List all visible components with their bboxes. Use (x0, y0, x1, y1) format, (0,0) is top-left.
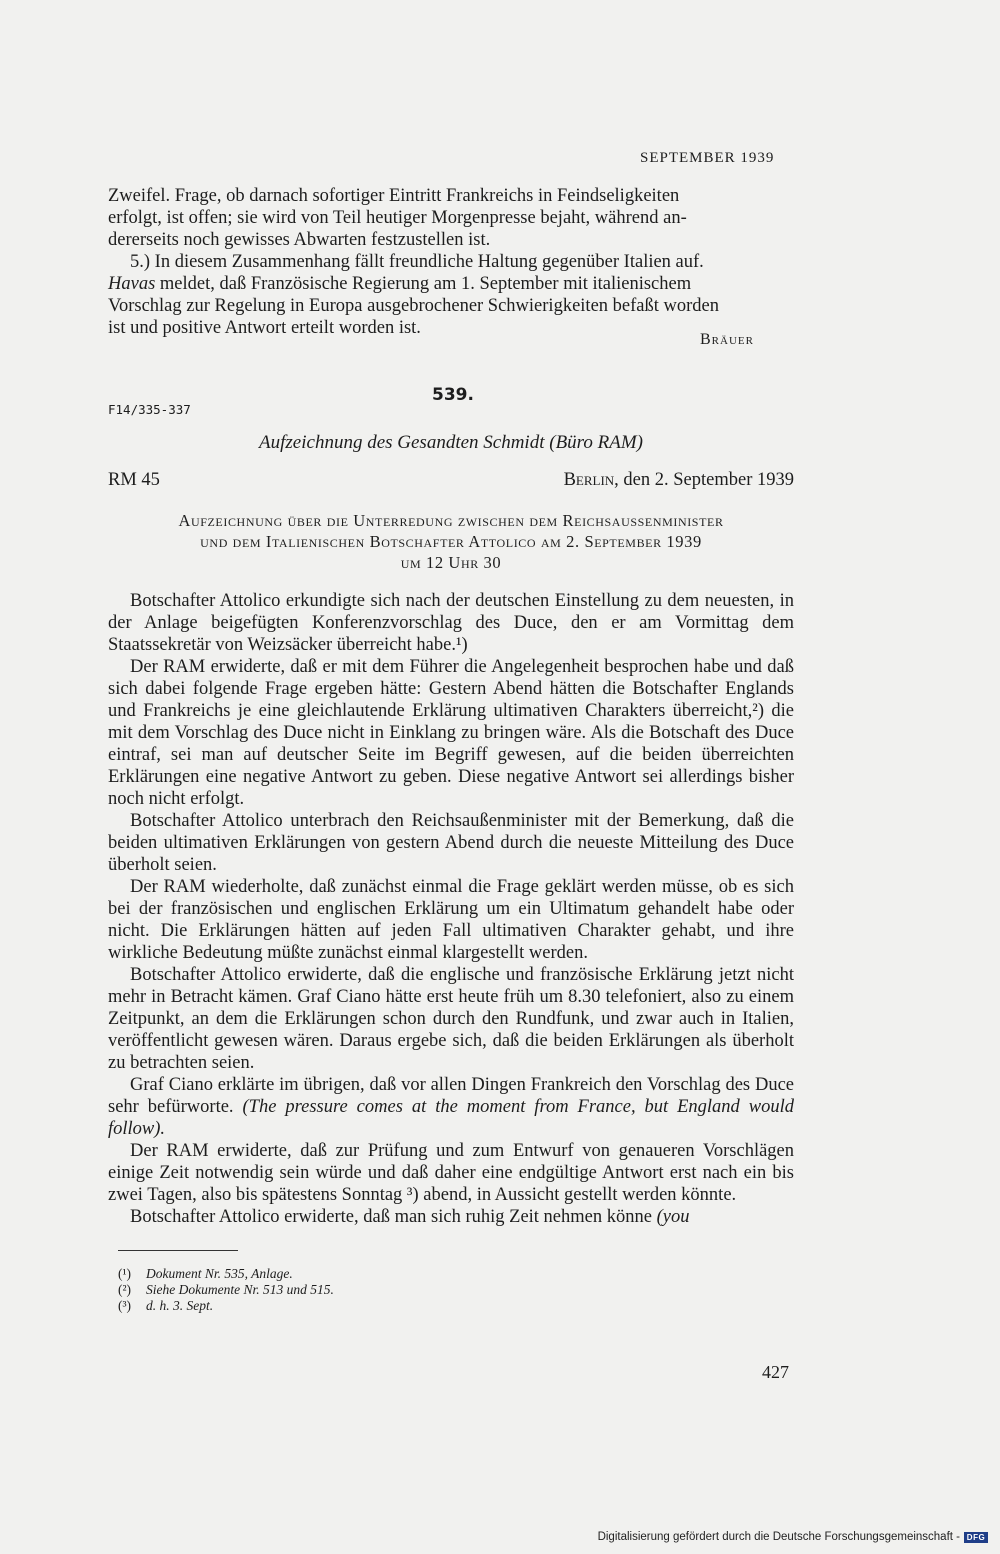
body-paragraph: Botschafter Attolico erwiderte, daß die englische und französische Erklärung jetzt nicht mehr in Betracht kämen. Graf Ciano hätte erst heute früh um 8.30 telefoniert, also zu einem Zeitpunkt, an dem die Erklärungen schon durch den Rundfunk, und zwar auch in Italien, veröffentlicht gewesen wären. Daraus ergebe sich, daß die beiden Erklärungen als überholt zu betrachten seien. (108, 965, 794, 1073)
footnote-rule (118, 1250, 238, 1251)
running-head: SEPTEMBER 1939 (640, 150, 775, 166)
footnote: (¹) Dokument Nr. 535, Anlage. (118, 1266, 293, 1281)
body-paragraph: Der RAM wiederholte, daß zunächst einmal die Frage geklärt werden müsse, ob es sich bei der französischen und englischen Erklärung um ein Ultimatum gehandelt habe oder nicht. Die Erklärungen hätten auf jeden Fall ultimativen Charakter gehabt, und ihre wirkliche Bedeutung müßte zunächst einmal klargestellt werden. (108, 877, 794, 963)
body-paragraph: Botschafter Attolico unterbrach den Reichsaußenminister mit der Bemerkung, daß die beiden ultimativen Erklärungen von gestern Abend durch die neueste Mitteilung des Duce überholt seien. (108, 811, 794, 875)
document-title: Aufzeichnung des Gesandten Schmidt (Büro RAM) (259, 432, 643, 453)
opening-text (108, 185, 794, 339)
point-5-paragraph: 5.) In diesem Zusammenhang fällt freundliche Haltung gegenüber Italien auf. Havas meldet, daß Französische Regierung am 1. September mit italienischem Vorschlag zur Regelung in Europa ausgebrochener Schwierigkeiten befaßt worden ist und positive Antwort erteilt worden ist. (108, 252, 719, 338)
document-heading: Aufzeichnung über die Unterredung zwischen dem Reichsaussenminister und dem Italienischen Botschafter Attolico am 2. September 1939 um 12 Uhr 30 (178, 511, 724, 572)
body-paragraph: Der RAM erwiderte, daß zur Prüfung und zum Entwurf von genaueren Vorschlägen einige Zeit notwendig sein würde und daß daher eine endgültige Antwort erst nach ein bis zwei Tagen, also bis spätestens Sonntag ³) abend, in Aussicht gestellt werden könnte. (108, 1141, 794, 1205)
reference-number: RM 45 (108, 470, 160, 490)
dfg-logo-icon: DFG (964, 1532, 988, 1543)
digitization-credit: Digitalisierung gefördert durch die Deutsche Forschungsgemeinschaft - DFG (598, 1531, 988, 1543)
footnote: (³) d. h. 3. Sept. (118, 1298, 214, 1313)
main-text (108, 590, 794, 1228)
ciano-paragraph: Graf Ciano erklärte im übrigen, daß vor allen Dingen Frankreich den Vorschlag des Duce sehr befürworte. (The pressure comes at the moment from France, but England would follow). (108, 1075, 794, 1139)
english-quote: (you (656, 1207, 690, 1227)
place-date: Berlin, den 2. September 1939 (563, 470, 794, 490)
english-quote: (The pressure comes at the moment from France, but England would follow). (108, 1097, 794, 1139)
last-paragraph: Botschafter Attolico erwiderte, daß man sich ruhig Zeit nehmen könne (you (130, 1207, 690, 1227)
footnotes (118, 1266, 334, 1314)
footnote: (²) Siehe Dokumente Nr. 513 und 515. (118, 1282, 334, 1297)
page-number: 427 (762, 1362, 789, 1382)
body-paragraph: Der RAM erwiderte, daß er mit dem Führer die Angelegenheit besprochen habe und daß sich dabei folgende Frage ergeben hätte: Gestern Abend hätten die Botschafter Englands und Frankreichs je eine gleichlautende Erklärung ultimativen Charakters überreicht,²) die mit dem Vorschlag des Duce nicht in Einklang zu bringen wäre. Als die Botschaft des Duce eintraf, sei man auf deutscher Seite im Begriff gewesen, auf die beiden überreichten Erklärungen eine negative Antwort zu geben. Diese negative Antwort sei allerdings bisher noch nicht erfolgt. (108, 657, 794, 809)
file-reference: F14/335-337 (108, 402, 191, 417)
body-paragraph: Botschafter Attolico erkundigte sich nach der deutschen Einstellung zu dem neuesten, in der Anlage beigefügten Konferenzvorschlag des Duce, den er am Vormittag dem Staatssekretär von Weizsäcker überreicht habe.¹) (108, 591, 794, 655)
signature: Bräuer (700, 331, 754, 348)
havas-agency: Havas (108, 274, 156, 294)
opening-paragraph: Zweifel. Frage, ob darnach sofortiger Eintritt Frankreichs in Feindseligkeiten erfolgt, ist offen; sie wird von Teil heutiger Morgenpresse bejaht, während an- dererseits noch gewisses Abwarten festzustellen ist. (108, 186, 687, 250)
document-number: 539. (432, 385, 474, 405)
